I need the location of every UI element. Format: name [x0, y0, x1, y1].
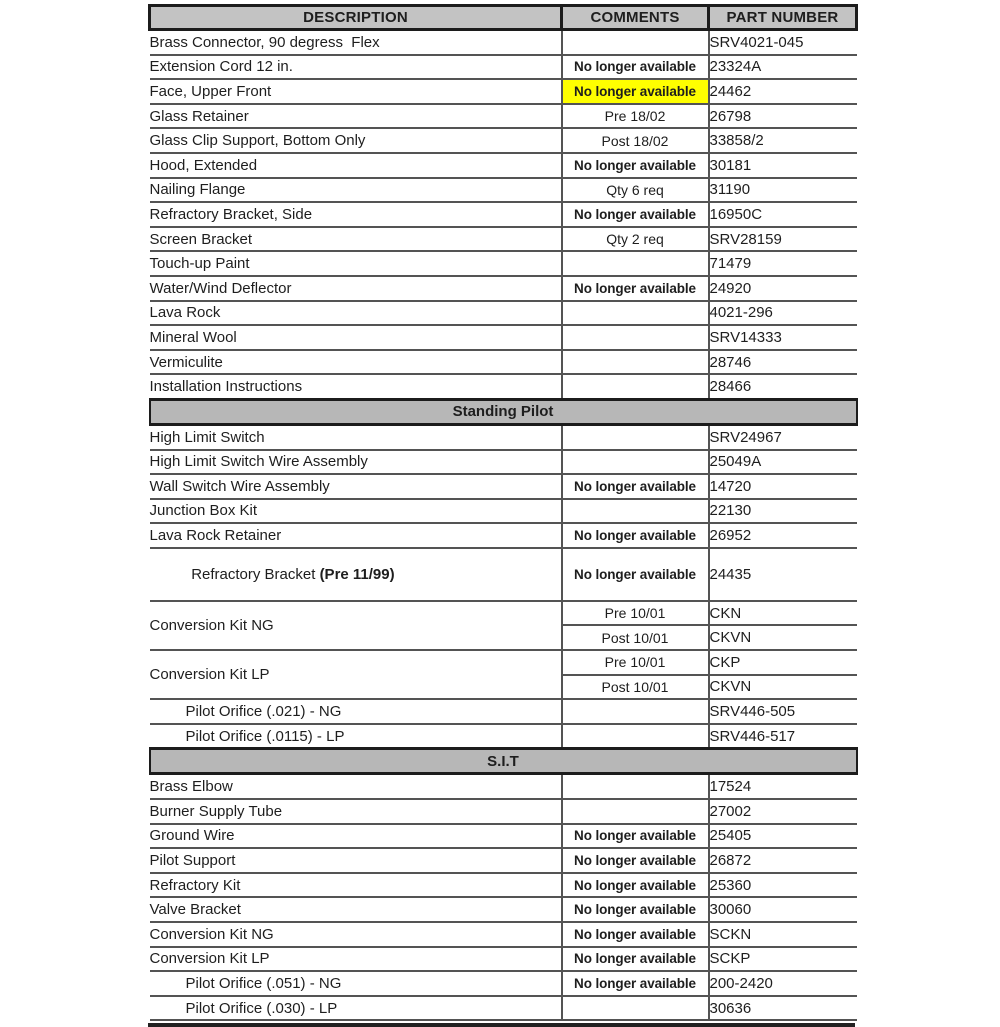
parts-table — [148, 4, 858, 1021]
table-row — [150, 350, 857, 375]
table-row — [150, 202, 857, 227]
table-row — [150, 922, 857, 947]
part-number-cell: 17524 — [709, 774, 857, 799]
part-number-cell: 16950C — [709, 202, 857, 227]
column-header-part-number: PART NUMBER — [709, 6, 857, 30]
part-number-cell: 26952 — [709, 523, 857, 548]
description-cell: Pilot Orifice (.0115) - LP — [150, 724, 562, 749]
description-cell: Burner Supply Tube — [150, 799, 562, 824]
description-cell-merged: Conversion Kit NG — [150, 601, 562, 650]
comment-cell: No longer available — [562, 897, 709, 922]
description-cell: Ground Wire — [150, 824, 562, 849]
description-cell: Glass Retainer — [150, 104, 562, 129]
part-number-cell: CKP — [709, 650, 857, 675]
table-row — [150, 276, 857, 301]
part-number-cell: SRV446-505 — [709, 699, 857, 724]
parts-table-container — [148, 4, 855, 1027]
table-row — [150, 325, 857, 350]
description-cell: Installation Instructions — [150, 374, 562, 399]
comment-cell — [562, 30, 709, 55]
description-cell: Conversion Kit NG — [150, 922, 562, 947]
comment-cell-highlighted: No longer available — [562, 79, 709, 104]
description-cell: Lava Rock — [150, 301, 562, 326]
part-number-cell: 25049A — [709, 450, 857, 475]
table-row — [150, 79, 857, 104]
part-number-cell: CKVN — [709, 625, 857, 650]
part-number-cell: SRV446-517 — [709, 724, 857, 749]
description-cell: Refractory Kit — [150, 873, 562, 898]
table-row — [150, 523, 857, 548]
comment-cell: No longer available — [562, 548, 709, 601]
part-number-cell: 71479 — [709, 251, 857, 276]
table-row — [150, 30, 857, 55]
table-row — [150, 301, 857, 326]
description-cell: Junction Box Kit — [150, 499, 562, 524]
comment-cell — [562, 724, 709, 749]
part-number-cell: 30060 — [709, 897, 857, 922]
table-row — [150, 548, 857, 601]
description-cell — [150, 548, 562, 601]
part-number-cell: 23324A — [709, 55, 857, 80]
table-row — [150, 873, 857, 898]
description-cell: Water/Wind Deflector — [150, 276, 562, 301]
description-cell: Valve Bracket — [150, 897, 562, 922]
comment-cell: No longer available — [562, 276, 709, 301]
description-text: Refractory Bracket — [191, 565, 320, 583]
description-bold-text: (Pre 11/99) — [319, 565, 395, 583]
comment-cell — [562, 424, 709, 449]
comment-cell — [562, 450, 709, 475]
part-number-cell: 31190 — [709, 178, 857, 203]
part-number-cell: 24462 — [709, 79, 857, 104]
part-number-cell: SRV4021-045 — [709, 30, 857, 55]
table-row — [150, 474, 857, 499]
comment-cell — [562, 301, 709, 326]
description-cell: Brass Connector, 90 degress Flex — [150, 30, 562, 55]
description-cell: Pilot Support — [150, 848, 562, 873]
part-number-cell: 14720 — [709, 474, 857, 499]
comment-cell: Pre 10/01 — [562, 601, 709, 626]
comment-cell: No longer available — [562, 474, 709, 499]
description-cell: Wall Switch Wire Assembly — [150, 474, 562, 499]
part-number-cell: 33858/2 — [709, 128, 857, 153]
comment-cell: Pre 18/02 — [562, 104, 709, 129]
column-header-comments: COMMENTS — [562, 6, 709, 30]
part-number-cell: 22130 — [709, 499, 857, 524]
table-row — [150, 104, 857, 129]
description-cell: Face, Upper Front — [150, 79, 562, 104]
description-cell-merged: Conversion Kit LP — [150, 650, 562, 699]
table-row — [150, 450, 857, 475]
comment-cell: No longer available — [562, 873, 709, 898]
part-number-cell: 27002 — [709, 799, 857, 824]
description-cell: Touch-up Paint — [150, 251, 562, 276]
table-row — [150, 824, 857, 849]
part-number-cell: 24920 — [709, 276, 857, 301]
table-row — [150, 650, 857, 675]
comment-cell: Post 18/02 — [562, 128, 709, 153]
comment-cell: No longer available — [562, 55, 709, 80]
comment-cell — [562, 325, 709, 350]
comment-cell — [562, 374, 709, 399]
table-row — [150, 153, 857, 178]
comment-cell — [562, 499, 709, 524]
comment-cell: No longer available — [562, 947, 709, 972]
table-row — [150, 55, 857, 80]
table-row — [150, 601, 857, 626]
section-header-row — [150, 399, 857, 424]
table-row — [150, 374, 857, 399]
table-row — [150, 128, 857, 153]
description-cell: High Limit Switch Wire Assembly — [150, 450, 562, 475]
description-cell: Extension Cord 12 in. — [150, 55, 562, 80]
part-number-cell: 28466 — [709, 374, 857, 399]
comment-cell — [562, 774, 709, 799]
comment-cell: No longer available — [562, 153, 709, 178]
table-row — [150, 251, 857, 276]
comment-cell: No longer available — [562, 824, 709, 849]
description-cell: Brass Elbow — [150, 774, 562, 799]
comment-cell — [562, 350, 709, 375]
description-cell: High Limit Switch — [150, 424, 562, 449]
comment-cell: No longer available — [562, 922, 709, 947]
comment-cell: Pre 10/01 — [562, 650, 709, 675]
comment-cell: No longer available — [562, 523, 709, 548]
table-header-row — [150, 6, 857, 30]
table-row — [150, 848, 857, 873]
table-row — [150, 178, 857, 203]
comment-cell — [562, 799, 709, 824]
description-cell: Conversion Kit LP — [150, 947, 562, 972]
part-number-cell: SCKP — [709, 947, 857, 972]
description-cell: Mineral Wool — [150, 325, 562, 350]
comment-cell — [562, 699, 709, 724]
description-cell: Pilot Orifice (.051) - NG — [150, 971, 562, 996]
comment-cell: No longer available — [562, 202, 709, 227]
part-number-cell: 4021-296 — [709, 301, 857, 326]
table-row — [150, 971, 857, 996]
description-cell: Hood, Extended — [150, 153, 562, 178]
column-header-description: DESCRIPTION — [150, 6, 562, 30]
part-number-cell: 28746 — [709, 350, 857, 375]
comment-cell: No longer available — [562, 848, 709, 873]
table-row — [150, 897, 857, 922]
description-cell: Lava Rock Retainer — [150, 523, 562, 548]
table-row — [150, 774, 857, 799]
description-cell: Pilot Orifice (.021) - NG — [150, 699, 562, 724]
part-number-cell: 26798 — [709, 104, 857, 129]
table-row — [150, 947, 857, 972]
part-number-cell: 30636 — [709, 996, 857, 1021]
part-number-cell: 200-2420 — [709, 971, 857, 996]
description-cell: Glass Clip Support, Bottom Only — [150, 128, 562, 153]
section-header-standing-pilot: Standing Pilot — [150, 399, 857, 424]
part-number-cell: SRV24967 — [709, 424, 857, 449]
comment-cell: Post 10/01 — [562, 675, 709, 700]
description-cell: Nailing Flange — [150, 178, 562, 203]
comment-cell: Qty 6 req — [562, 178, 709, 203]
part-number-cell: CKVN — [709, 675, 857, 700]
table-row — [150, 724, 857, 749]
comment-cell: Qty 2 req — [562, 227, 709, 252]
table-row — [150, 499, 857, 524]
part-number-cell: 25405 — [709, 824, 857, 849]
part-number-cell: 24435 — [709, 548, 857, 601]
table-row — [150, 799, 857, 824]
part-number-cell: SRV28159 — [709, 227, 857, 252]
comment-cell: Post 10/01 — [562, 625, 709, 650]
table-row — [150, 227, 857, 252]
table-row — [150, 996, 857, 1021]
part-number-cell: SCKN — [709, 922, 857, 947]
section-header-sit: S.I.T — [150, 749, 857, 774]
table-row — [150, 424, 857, 449]
description-cell: Screen Bracket — [150, 227, 562, 252]
table-row — [150, 699, 857, 724]
description-cell: Pilot Orifice (.030) - LP — [150, 996, 562, 1021]
part-number-cell: 26872 — [709, 848, 857, 873]
comment-cell — [562, 996, 709, 1021]
description-cell: Vermiculite — [150, 350, 562, 375]
comment-cell: No longer available — [562, 971, 709, 996]
description-cell: Refractory Bracket, Side — [150, 202, 562, 227]
part-number-cell: SRV14333 — [709, 325, 857, 350]
section-header-row — [150, 749, 857, 774]
part-number-cell: CKN — [709, 601, 857, 626]
comment-cell — [562, 251, 709, 276]
part-number-cell: 25360 — [709, 873, 857, 898]
part-number-cell: 30181 — [709, 153, 857, 178]
